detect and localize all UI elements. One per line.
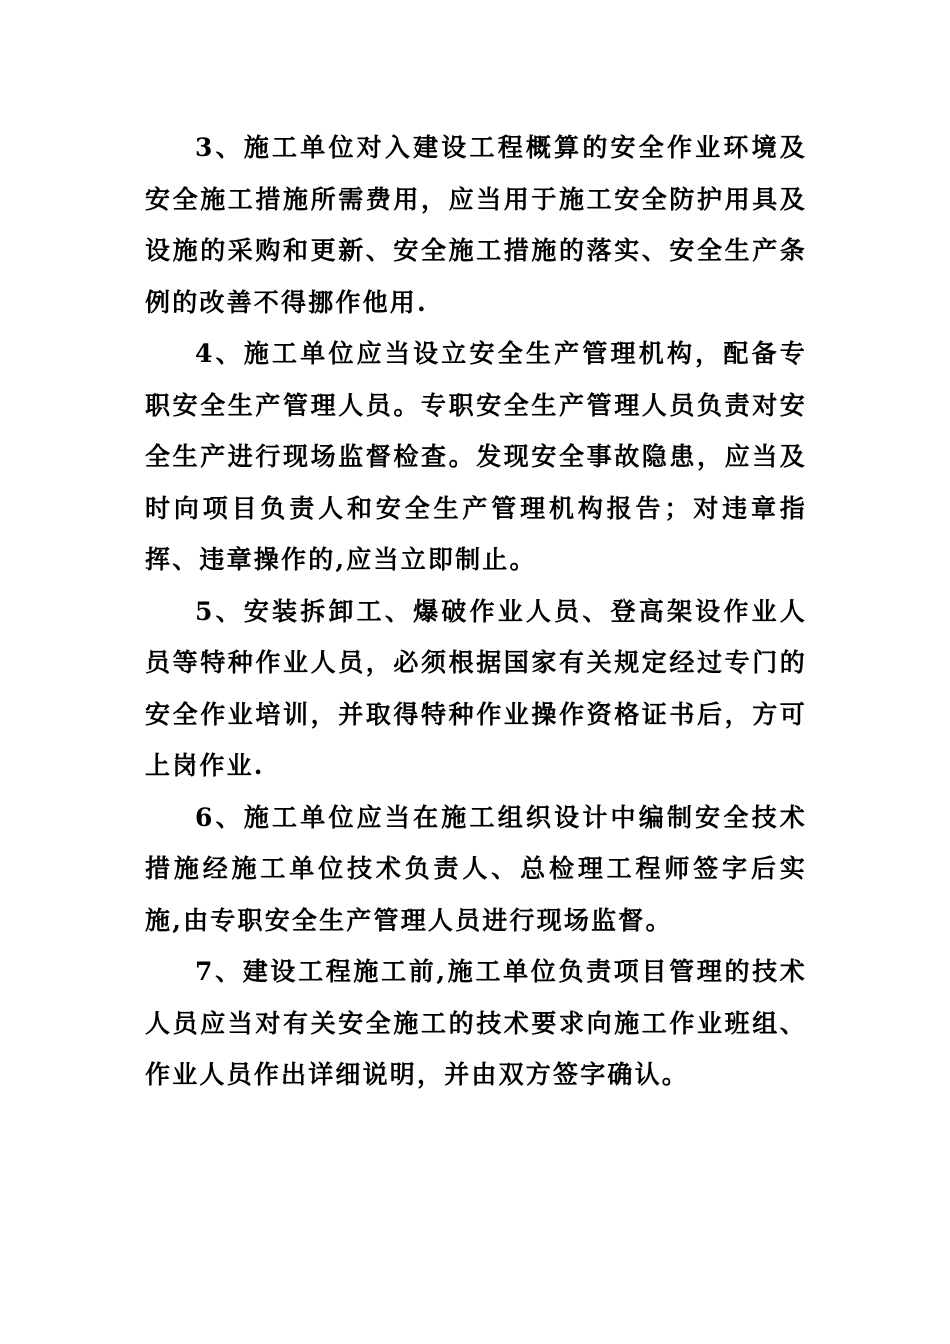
paragraph-item-3: 3、施工单位对入建设工程概算的安全作业环境及安全施工措施所需费用，应当用于施工安全防护用具及设施的采购和更新、安全施工措施的落实、安全生产条例的改善不得挪作他用.	[145, 133, 807, 317]
document-body	[145, 122, 807, 1101]
paragraph-item-4: 4、施工单位应当设立安全生产管理机构，配备专职安全生产管理人员。专职安全生产管理人员负责对安全生产进行现场监督检查。发现安全事故隐患，应当及时向项目负责人和安全生产管理机构报告；对违章指挥、违章操作的,应当立即制止。	[145, 339, 807, 574]
paragraph-item-6: 6、施工单位应当在施工组织设计中编制安全技术措施经施工单位技术负责人、总检理工程师签字后实施,由专职安全生产管理人员进行现场监督。	[145, 802, 807, 935]
paragraph-item-5: 5、安装拆卸工、爆破作业人员、登高架设作业人员等特种作业人员，必须根据国家有关规定经过专门的安全作业培训，并取得特种作业操作资格证书后，方可上岗作业.	[145, 596, 807, 780]
paragraph-item-7: 7、建设工程施工前,施工单位负责项目管理的技术人员应当对有关安全施工的技术要求向施工作业班组、作业人员作出详细说明，并由双方签字确认。	[145, 957, 807, 1089]
